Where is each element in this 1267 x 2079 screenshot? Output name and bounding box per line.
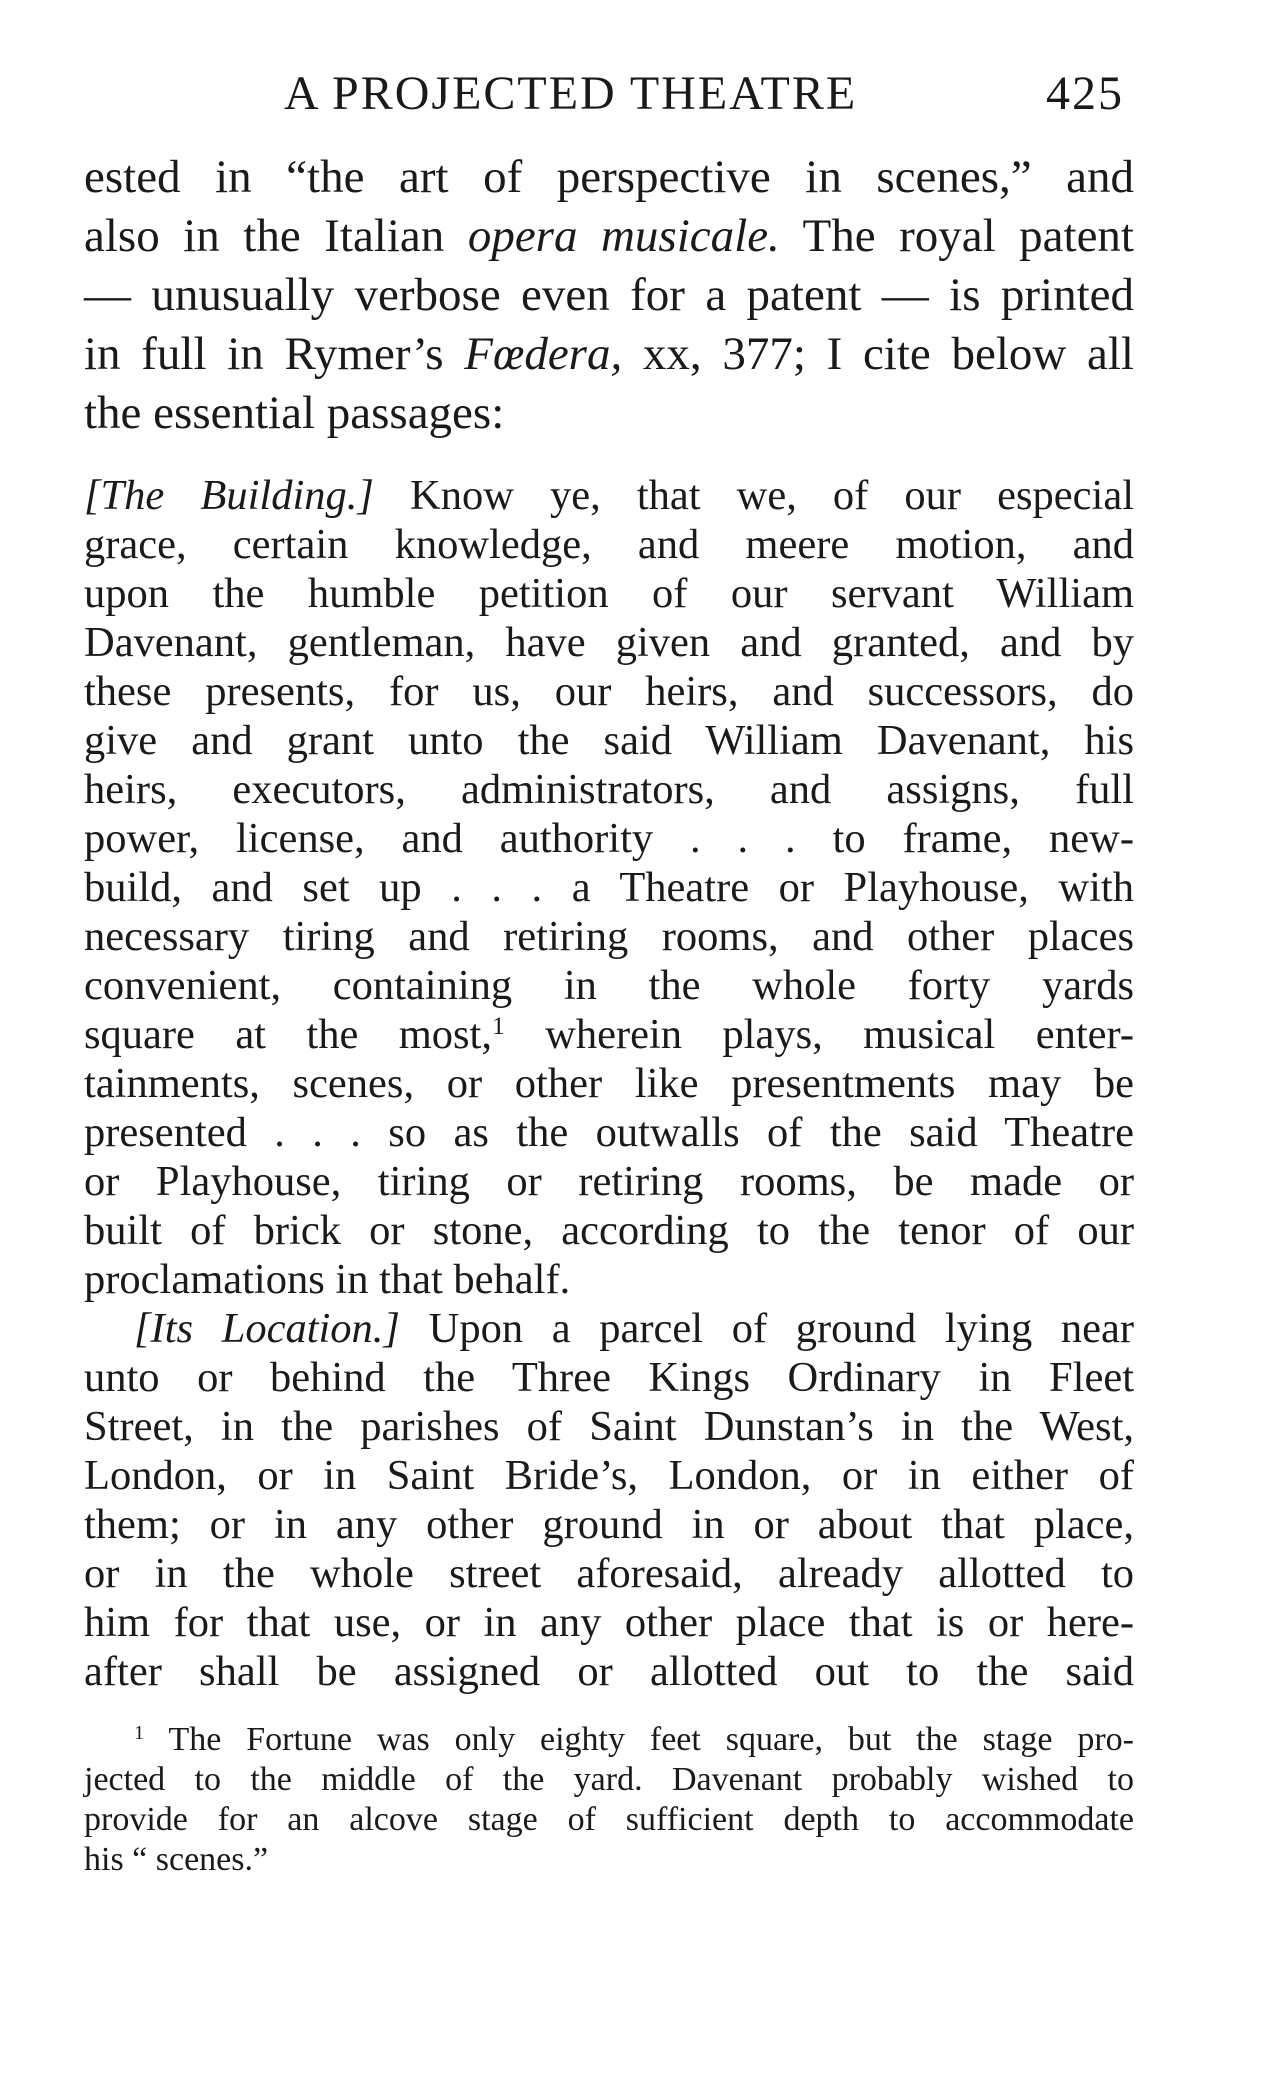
text-line bbox=[84, 325, 1134, 384]
text-line: upon the humble petition of our servant William bbox=[84, 570, 1134, 617]
footnote-marker: 1 bbox=[134, 1721, 145, 1744]
text-line: or Playhouse, tiring or retiring rooms, be made or bbox=[84, 1158, 1134, 1205]
text-line: after shall be assigned or allotted out to the said bbox=[84, 1648, 1134, 1695]
text-line: power, license, and authority . . . to frame, new- bbox=[84, 815, 1134, 862]
text-line: him for that use, or in any other place that is or here- bbox=[84, 1599, 1134, 1646]
footnote-line: jected to the middle of the yard. Davenant probably wished to bbox=[84, 1761, 1134, 1798]
running-title: A PROJECTED THEATRE bbox=[284, 67, 858, 120]
text-line: unto or behind the Three Kings Ordinary in Fleet bbox=[84, 1354, 1134, 1401]
text-line: grace, certain knowledge, and meere motion, and bbox=[84, 521, 1134, 568]
intro-paragraph bbox=[84, 148, 1134, 443]
italic-title: Fœdera, bbox=[464, 328, 623, 380]
text-line: tainments, scenes, or other like presentments may be bbox=[84, 1060, 1134, 1107]
text-line: presented . . . so as the outwalls of the said Theatre bbox=[84, 1109, 1134, 1156]
text-line bbox=[84, 207, 1134, 266]
text-run: wherein plays, musical enter- bbox=[504, 1011, 1134, 1058]
running-header bbox=[84, 60, 1134, 140]
text-line: London, or in Saint Bride’s, London, or in either of bbox=[84, 1452, 1134, 1499]
text-run: in full in Rymer’s bbox=[84, 328, 465, 380]
footnotes bbox=[84, 1720, 1134, 1880]
text-run: xx, 377; I cite below all bbox=[622, 328, 1134, 380]
text-line bbox=[84, 1304, 1134, 1353]
text-run: The royal patent bbox=[779, 210, 1134, 262]
text-line: — unusually verbose even for a patent — is printed bbox=[84, 269, 1134, 321]
text-line: the essential passages: bbox=[84, 387, 505, 439]
page-number: 425 bbox=[1046, 67, 1124, 120]
text-line: proclamations in that behalf. bbox=[84, 1256, 571, 1303]
book-page bbox=[84, 60, 1134, 1880]
footnote-ref[interactable]: 1 bbox=[492, 1010, 505, 1040]
text-run: square at the most, bbox=[84, 1011, 492, 1058]
text-line: or in the whole street aforesaid, already allotted to bbox=[84, 1550, 1134, 1597]
text-line: ested in “the art of perspective in scenes,” and bbox=[84, 151, 1134, 203]
footnote-line: his “ scenes.” bbox=[84, 1841, 269, 1878]
text-line: these presents, for us, our heirs, and successors, do bbox=[84, 668, 1134, 715]
text-line: them; or in any other ground in or about that place, bbox=[84, 1501, 1134, 1548]
text-line: Street, in the parishes of Saint Dunstan’s in the West, bbox=[84, 1403, 1134, 1450]
footnote-line: provide for an alcove stage of sufficient depth to accommodate bbox=[84, 1801, 1134, 1838]
quoted-patent bbox=[84, 471, 1134, 1696]
text-line: give and grant unto the said William Davenant, his bbox=[84, 717, 1134, 764]
text-run: also in the Italian bbox=[84, 210, 468, 262]
italic-title: opera musicale. bbox=[467, 210, 780, 262]
text-run: The Fortune was only eighty feet square, but the stage pro- bbox=[144, 1721, 1134, 1758]
section-label: [Its Location.] bbox=[134, 1305, 400, 1352]
text-line: build, and set up . . . a Theatre or Playhouse, with bbox=[84, 864, 1134, 911]
text-run: Upon a parcel of ground lying near bbox=[399, 1305, 1134, 1352]
text-line: necessary tiring and retiring rooms, and other places bbox=[84, 913, 1134, 960]
text-line: built of brick or stone, according to the tenor of our bbox=[84, 1207, 1134, 1254]
indent bbox=[84, 1721, 134, 1758]
text-run: Know ye, that we, of our especial bbox=[373, 472, 1135, 519]
text-line: heirs, executors, administrators, and assigns, full bbox=[84, 766, 1134, 813]
text-line: Davenant, gentleman, have given and granted, and by bbox=[84, 619, 1134, 666]
text-line: convenient, containing in the whole forty yards bbox=[84, 962, 1134, 1009]
text-line bbox=[84, 471, 1134, 520]
footnote-line bbox=[84, 1720, 1134, 1760]
indent bbox=[84, 1305, 134, 1352]
text-line bbox=[84, 1010, 1134, 1059]
section-label: [The Building.] bbox=[84, 472, 374, 519]
